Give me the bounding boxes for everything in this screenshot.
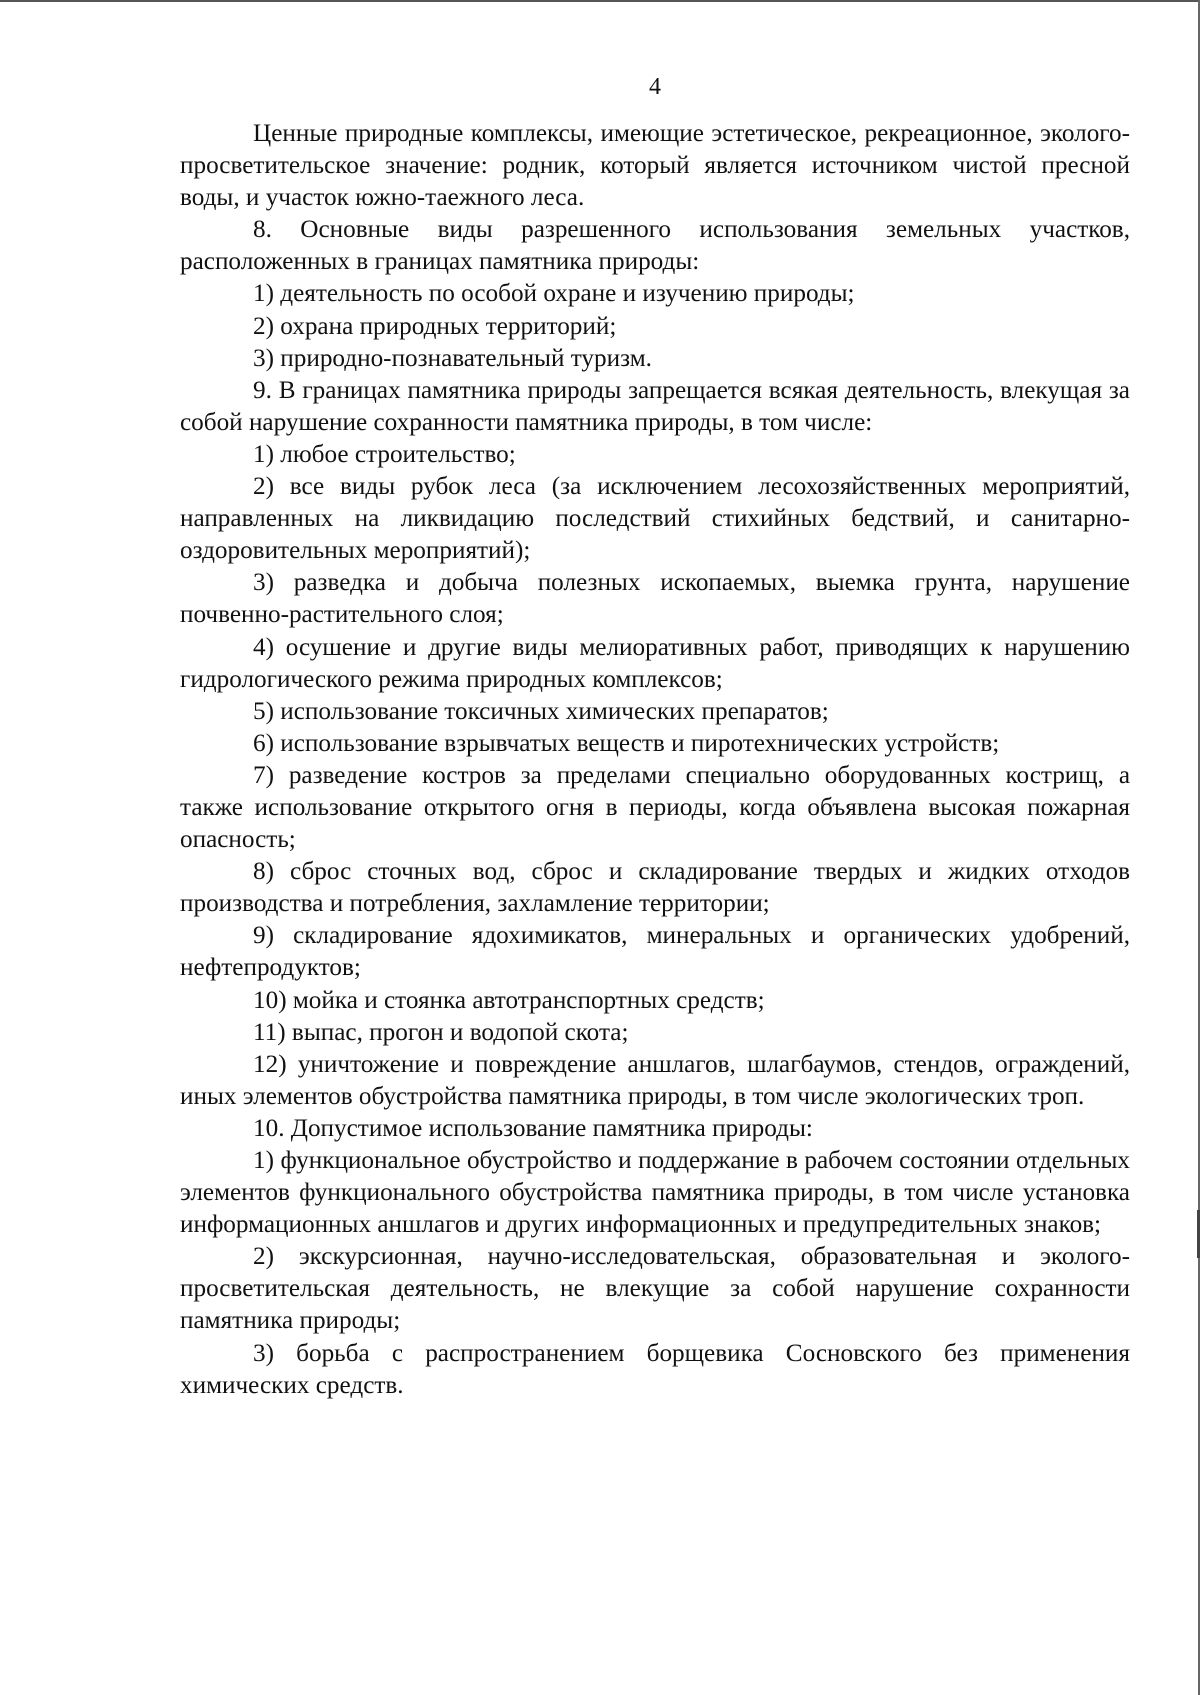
list-item-9-1: 1) любое строительство; bbox=[253, 440, 516, 468]
paragraph-section-10: 10. Допустимое использование памятника природы: bbox=[253, 1114, 813, 1142]
list-item-9-2: 2) все виды рубок леса (за исключением лесохозяйственных мероприятий, направленных на ликвидацию последствий стихийных бедствий, и санитарно-оздоровительных мероприятий); bbox=[180, 473, 1130, 565]
list-item-9-4: 4) осушение и другие виды мелиоративных работ, приводящих к нарушению гидрологического режима природных комплексов; bbox=[180, 633, 1130, 693]
list-item-9-11: 11) выпас, прогон и водопой скота; bbox=[253, 1018, 629, 1046]
list-item-9-8: 8) сброс сточных вод, сброс и складирование твердых и жидких отходов производства и потребления, захламление территории; bbox=[180, 858, 1130, 918]
list-item-9-5: 5) использование токсичных химических препаратов; bbox=[253, 697, 829, 725]
list-item-8-2: 2) охрана природных территорий; bbox=[253, 312, 617, 340]
paragraph-section-8: 8. Основные виды разрешенного использования земельных участков, расположенных в границах памятника природы: bbox=[180, 216, 1130, 276]
paragraph-section-9: 9. В границах памятника природы запрещается всякая деятельность, влекущая за собой нарушение сохранности памятника природы, в том числе: bbox=[180, 376, 1130, 436]
scan-top-edge bbox=[0, 0, 1200, 2]
list-item-9-12: 12) уничтожение и повреждение аншлагов, шлагбаумов, стендов, ограждений, иных элементов обустройства памятника природы, в том числе экологических троп. bbox=[180, 1050, 1130, 1110]
list-item-10-1: 1) функциональное обустройство и поддержание в рабочем состоянии отдельных элементов функционального обустройства памятника природы, в том числе установка информационных аншлагов и других информационных и предупредительных знаков; bbox=[180, 1147, 1130, 1239]
paragraph-intro: Ценные природные комплексы, имеющие эстетическое, рекреационное, эколого-просветительское значение: родник, который является источником чистой пресной воды, и участок южно-таежного леса. bbox=[180, 120, 1130, 212]
page-number: 4 bbox=[649, 74, 661, 100]
list-item-8-3: 3) природно-познавательный туризм. bbox=[253, 344, 652, 372]
list-item-9-10: 10) мойка и стоянка автотранспортных средств; bbox=[253, 986, 765, 1014]
document-body bbox=[180, 118, 1130, 1402]
list-item-10-3: 3) борьба с распространением борщевика Сосновского без применения химических средств. bbox=[180, 1339, 1130, 1399]
list-item-9-7: 7) разведение костров за пределами специально оборудованных кострищ, а также использование открытого огня в периоды, когда объявлена высокая пожарная опасность; bbox=[180, 761, 1130, 854]
list-item-9-6: 6) использование взрывчатых веществ и пиротехнических устройств; bbox=[253, 729, 1000, 757]
list-item-9-3: 3) разведка и добыча полезных ископаемых, выемка грунта, нарушение почвенно-растительного слоя; bbox=[180, 569, 1130, 629]
list-item-9-9: 9) складирование ядохимикатов, минеральных и органических удобрений, нефтепродуктов; bbox=[180, 922, 1130, 982]
list-item-10-2: 2) экскурсионная, научно-исследовательская, образовательная и эколого-просветительская деятельность, не влекущие за собой нарушение сохранности памятника природы; bbox=[180, 1243, 1130, 1335]
list-item-8-1: 1) деятельность по особой охране и изучению природы; bbox=[253, 280, 855, 308]
